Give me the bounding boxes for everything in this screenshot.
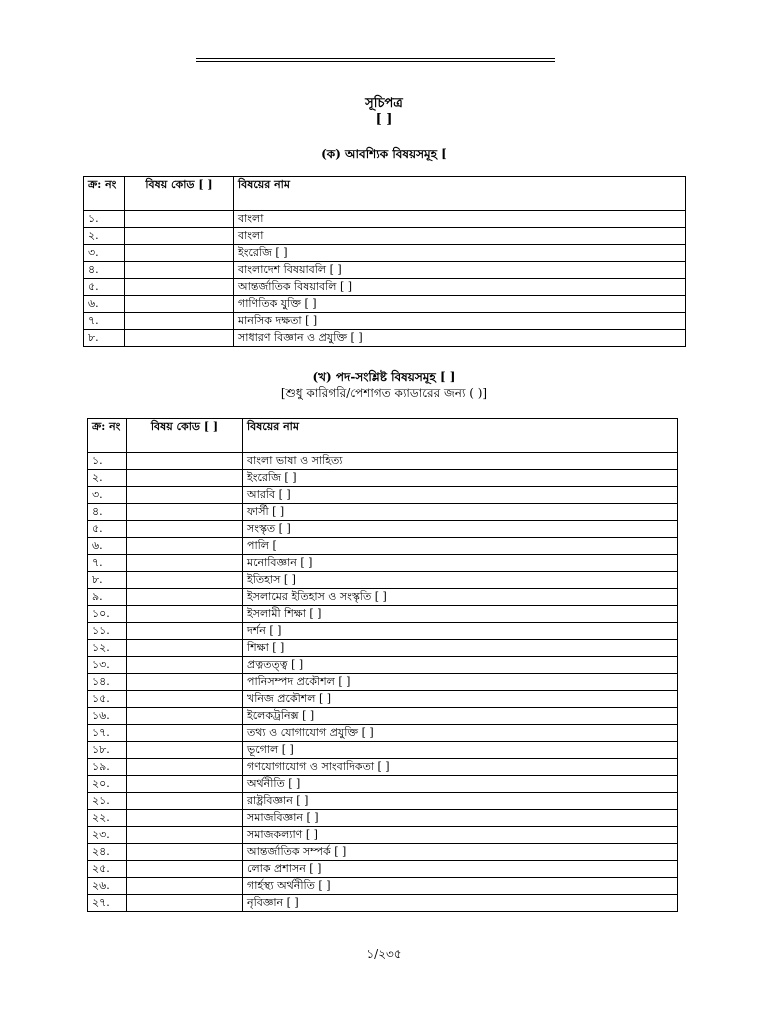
code-cell <box>125 313 234 330</box>
top-rule-second <box>196 61 555 62</box>
subject-name-cell: ইসলামের ইতিহাস ও সংস্কৃতি [ ] <box>243 589 678 606</box>
serial-cell: ২. <box>84 228 125 245</box>
subject-name-cell: মানসিক দক্ষতা [ ] <box>234 313 686 330</box>
table-header-row <box>88 419 678 453</box>
subject-name-cell: দর্শন [ ] <box>243 623 678 640</box>
code-cell <box>125 279 234 296</box>
subject-name-cell: অর্থনীতি [ ] <box>243 776 678 793</box>
serial-cell: ২৪. <box>88 844 127 861</box>
subject-name-cell: পালি [ <box>243 538 678 555</box>
subject-name-cell: তথ্য ও যোগাযোগ প্রযুক্তি [ ] <box>243 725 678 742</box>
table-row <box>84 279 686 296</box>
subject-name-cell: পানিসম্পদ প্রকৌশল [ ] <box>243 674 678 691</box>
table-row <box>88 878 678 895</box>
serial-cell: ১৬. <box>88 708 127 725</box>
serial-cell: ২০. <box>88 776 127 793</box>
table-row <box>88 453 678 470</box>
table-row <box>88 521 678 538</box>
page-number: ১/২৩৫ <box>366 947 402 961</box>
code-cell <box>127 776 243 793</box>
code-cell <box>127 861 243 878</box>
code-cell <box>127 793 243 810</box>
table-row <box>84 228 686 245</box>
table-row <box>88 776 678 793</box>
code-cell <box>125 330 234 347</box>
subject-name-cell: প্রত্নতত্ত্ব [ ] <box>243 657 678 674</box>
serial-cell: ১৩. <box>88 657 127 674</box>
table-row <box>88 895 678 912</box>
serial-cell: ১৪. <box>88 674 127 691</box>
serial-header: ক্র: নং <box>84 177 125 211</box>
subject-name-cell: সংস্কৃত [ ] <box>243 521 678 538</box>
serial-cell: ২২. <box>88 810 127 827</box>
code-cell <box>127 759 243 776</box>
code-cell <box>127 742 243 759</box>
serial-cell: ৪. <box>88 504 127 521</box>
code-cell <box>127 521 243 538</box>
subject-name-cell: আন্তর্জাতিক বিষয়াবলি [ ] <box>234 279 686 296</box>
serial-cell: ১৯. <box>88 759 127 776</box>
serial-cell: ২৬. <box>88 878 127 895</box>
table-row <box>88 606 678 623</box>
section-b-note: [শুধু কারিগরি/পেশাগত ক্যাডারের জন্য ( )] <box>280 386 488 400</box>
subject-name-cell: সমাজবিজ্ঞান [ ] <box>243 810 678 827</box>
table-row <box>84 313 686 330</box>
code-cell <box>127 691 243 708</box>
serial-cell: ২. <box>88 470 127 487</box>
code-cell <box>127 572 243 589</box>
subject-name-cell: বাংলা ভাষা ও সাহিত্য <box>243 453 678 470</box>
code-header: বিষয় কোড [ ] <box>125 177 234 211</box>
serial-cell: ৭. <box>88 555 127 572</box>
subject-name-cell: মনোবিজ্ঞান [ ] <box>243 555 678 572</box>
subject-name-cell: নৃবিজ্ঞান [ ] <box>243 895 678 912</box>
subject-name-cell: সমাজকল্যাণ [ ] <box>243 827 678 844</box>
table-row <box>84 211 686 228</box>
serial-cell: ৩. <box>88 487 127 504</box>
code-cell <box>127 589 243 606</box>
subject-name-cell: খনিজ প্রকৌশল [ ] <box>243 691 678 708</box>
code-cell <box>127 538 243 555</box>
page-subtitle: [ ] <box>375 112 393 127</box>
code-cell <box>127 470 243 487</box>
serial-cell: ৭. <box>84 313 125 330</box>
table-row <box>88 674 678 691</box>
table-row <box>88 691 678 708</box>
table-row <box>88 827 678 844</box>
subject-name-cell: বাংলা <box>234 228 686 245</box>
table-row <box>88 810 678 827</box>
table-row <box>88 640 678 657</box>
code-cell <box>127 725 243 742</box>
table-row <box>88 657 678 674</box>
name-header: বিষয়ের নাম <box>234 177 686 211</box>
serial-cell: ২৩. <box>88 827 127 844</box>
subject-name-cell: গার্হস্থ্য অর্থনীতি [ ] <box>243 878 678 895</box>
name-header: বিষয়ের নাম <box>243 419 678 453</box>
table-header-row <box>84 177 686 211</box>
serial-header: ক্র: নং <box>88 419 127 453</box>
section-b-heading: (খ) পদ-সংশ্লিষ্ট বিষয়সমূহ [ ] <box>312 370 456 384</box>
serial-cell: ৬. <box>84 296 125 313</box>
table-row <box>84 296 686 313</box>
code-cell <box>125 211 234 228</box>
subject-name-cell: ইসলামী শিক্ষা [ ] <box>243 606 678 623</box>
table-row <box>88 759 678 776</box>
table-row <box>88 555 678 572</box>
code-cell <box>127 453 243 470</box>
table-row <box>84 330 686 347</box>
table-row <box>88 470 678 487</box>
serial-cell: ২৫. <box>88 861 127 878</box>
table-row <box>88 861 678 878</box>
table-row <box>88 538 678 555</box>
serial-cell: ৮. <box>88 572 127 589</box>
serial-cell: ১৫. <box>88 691 127 708</box>
code-cell <box>127 657 243 674</box>
table-row <box>88 623 678 640</box>
subject-name-cell: আন্তর্জাতিক সম্পর্ক [ ] <box>243 844 678 861</box>
subject-name-cell: রাষ্ট্রবিজ্ঞান [ ] <box>243 793 678 810</box>
serial-cell: ২১. <box>88 793 127 810</box>
code-cell <box>127 708 243 725</box>
subject-name-cell: আরবি [ ] <box>243 487 678 504</box>
serial-cell: ১০. <box>88 606 127 623</box>
serial-cell: ৯. <box>88 589 127 606</box>
serial-cell: ১৭. <box>88 725 127 742</box>
subject-name-cell: ইংরেজি [ ] <box>234 245 686 262</box>
subject-name-cell: গাণিতিক যুক্তি [ ] <box>234 296 686 313</box>
code-cell <box>125 228 234 245</box>
code-cell <box>127 810 243 827</box>
table-row <box>88 572 678 589</box>
table-row <box>88 844 678 861</box>
code-cell <box>127 640 243 657</box>
serial-cell: ৩. <box>84 245 125 262</box>
serial-cell: ১৮. <box>88 742 127 759</box>
table-row <box>88 725 678 742</box>
serial-cell: ৪. <box>84 262 125 279</box>
code-cell <box>125 245 234 262</box>
subject-name-cell: ভূগোল [ ] <box>243 742 678 759</box>
code-cell <box>125 262 234 279</box>
code-cell <box>127 878 243 895</box>
code-header: বিষয় কোড [ ] <box>127 419 243 453</box>
table-row <box>84 262 686 279</box>
subject-name-cell: বাংলা <box>234 211 686 228</box>
table-row <box>88 742 678 759</box>
serial-cell: ৫. <box>84 279 125 296</box>
serial-cell: ৫. <box>88 521 127 538</box>
serial-cell: ২৭. <box>88 895 127 912</box>
compulsory-subjects-table <box>83 176 686 347</box>
post-related-subjects-table <box>87 418 678 912</box>
table-row <box>88 487 678 504</box>
table-row <box>88 708 678 725</box>
subject-name-cell: ফার্সী [ ] <box>243 504 678 521</box>
subject-name-cell: লোক প্রশাসন [ ] <box>243 861 678 878</box>
subject-name-cell: ইতিহাস [ ] <box>243 572 678 589</box>
code-cell <box>127 844 243 861</box>
code-cell <box>127 623 243 640</box>
code-cell <box>127 504 243 521</box>
section-a-heading: (ক) আবশ্যিক বিষয়সমূহ [ <box>321 147 447 161</box>
top-rule <box>196 58 555 59</box>
serial-cell: ১. <box>88 453 127 470</box>
subject-name-cell: বাংলাদেশ বিষয়াবলি [ ] <box>234 262 686 279</box>
subject-name-cell: সাধারণ বিজ্ঞান ও প্রযুক্তি [ ] <box>234 330 686 347</box>
table-row <box>88 589 678 606</box>
serial-cell: ৮. <box>84 330 125 347</box>
subject-name-cell: শিক্ষা [ ] <box>243 640 678 657</box>
serial-cell: ১. <box>84 211 125 228</box>
code-cell <box>127 487 243 504</box>
code-cell <box>127 895 243 912</box>
code-cell <box>127 674 243 691</box>
code-cell <box>127 555 243 572</box>
code-cell <box>127 606 243 623</box>
table-row <box>88 504 678 521</box>
serial-cell: ৬. <box>88 538 127 555</box>
code-cell <box>125 296 234 313</box>
table-row <box>88 793 678 810</box>
subject-name-cell: ইলেকট্রনিক্স [ ] <box>243 708 678 725</box>
subject-name-cell: ইংরেজি [ ] <box>243 470 678 487</box>
subject-name-cell: গণযোগাযোগ ও সাংবাদিকতা [ ] <box>243 759 678 776</box>
page-title: সূচিপত্র <box>365 96 403 111</box>
code-cell <box>127 827 243 844</box>
table-row <box>84 245 686 262</box>
serial-cell: ১১. <box>88 623 127 640</box>
serial-cell: ১২. <box>88 640 127 657</box>
